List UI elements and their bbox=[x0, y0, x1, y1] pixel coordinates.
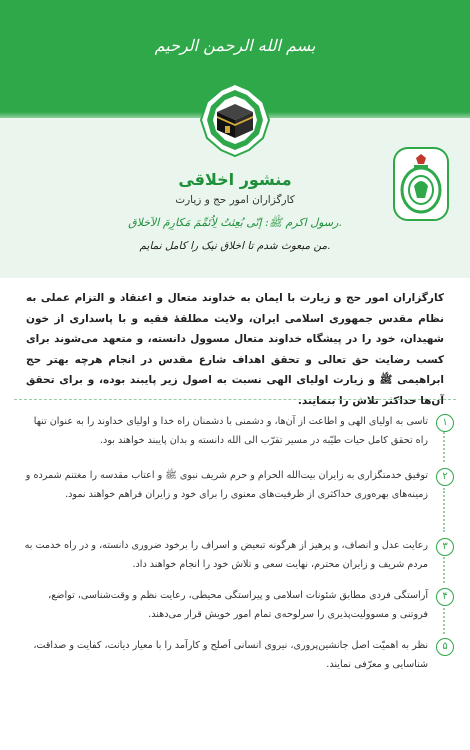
hadith-translation: من مبعوث شدم تا اخلاق نیک را کامل نمایم. bbox=[139, 240, 331, 252]
intro-paragraph: کارگزاران امور حج و زیارت با ایمان به خداوند متعال و اعتقاد و التزام عملی به نظام مقدس جمهوری اسلامی ایران، ولایت مطلقهٔ فقیه و با پاسداری از خون شهیدان، خود را در پیشگاه خداوند متعال مسوول دانسته، و متعهد می‌شوند برای کسب رضایت حق تعالی و تحقق اهداف شارع مقدس در انجام هرچه بهتر حج ابراهیمی ﷺ و زیارت اولیای الهی نسبت به اصول زیر پایبند بوده، و برای تحقق آن‌ها حداکثر تلاش را بنمایند. bbox=[26, 292, 444, 407]
item-number: ۴ bbox=[436, 588, 454, 606]
item-number: ۲ bbox=[436, 468, 454, 486]
item-number: ۳ bbox=[436, 538, 454, 556]
section-divider bbox=[14, 399, 456, 400]
charter-item: رعایت عدل و انصاف، و پرهیز از هرگونه تبعیض و اسراف را برخود ضروری دانسته، و در راه خدمت به مردم شریف و زایران محترم، نهایت سعی و تلاش خود را انجام خواهند داد. bbox=[24, 540, 428, 570]
page-title: منشور اخلاقی bbox=[178, 170, 292, 189]
connector-line bbox=[443, 557, 448, 583]
kaaba-icon bbox=[197, 82, 273, 158]
item-number: ۱ bbox=[436, 414, 454, 432]
bismillah: بسم الله الرحمن الرحیم bbox=[154, 36, 316, 55]
charter-item: نظر به اهمیّت اصل جانشین‌پروری، نیروی انسانی اَصلح و کارآمد را با معیار دیانت، کفایت و صداقت، شناسایی و معرّفی نمایند. bbox=[33, 640, 428, 670]
hadith-quote: رسول اکرم ﷺ: إنّی بُعِثتُ لِاُتَمِّمَ مَکارِمَ الاَخلاق. bbox=[128, 216, 342, 229]
charter-item: توفیق خدمتگزاری به زایران بیت‌الله الحرام و حرم شریف نبوی ﷺ و اعتاب مقدسه را مغتنم شمرده و زمینه‌های بهره‌وری حداکثری از ظرفیت‌های معنوی را برای خود و زایران فراهم خواهند نمود. bbox=[25, 470, 428, 500]
connector-line bbox=[443, 608, 448, 634]
item-number: ۵ bbox=[436, 638, 454, 656]
page-subtitle: کارگزاران امور حج و زیارت bbox=[175, 194, 295, 206]
connector-line bbox=[443, 432, 448, 462]
connector-line bbox=[443, 488, 448, 532]
charter-item: آراستگی فردی مطابق شئونات اسلامی و پیراستگی محیطی، رعایت نظم و وقت‌شناسی، تواضع، فروتنی و مسوولیت‌پذیری را سرلوحه‌ی تمام امور خویش قرار می‌دهند. bbox=[48, 590, 428, 620]
charter-item: تاسی به اولیای الهی و اطاعت از آن‌ها، و دشمنی با دشمنان راه خدا و اولیای خداوند را به عنوان تنها راه تحقق کامل حیات طیّبه در مسیر تقرّب الی الله دانسته و بدان پایبند خواهند بود. bbox=[33, 416, 428, 446]
